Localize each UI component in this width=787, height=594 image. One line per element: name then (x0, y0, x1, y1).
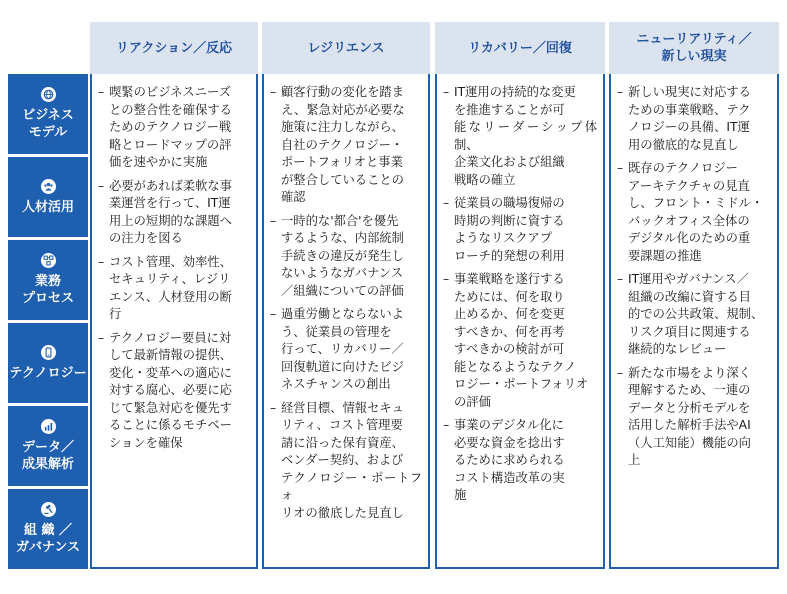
bullet-text: じて緊急対応を優先す (109, 400, 232, 415)
bullet-text: ポートフォリオと事業 (281, 155, 403, 169)
bullet-text: するような、内部統制 (281, 231, 404, 245)
bullet-text: ロジー・ポートフォリオ (454, 377, 589, 391)
bullet-text: 請に沿った保有資産、 (281, 435, 404, 450)
bullet-dash: – (443, 196, 450, 210)
bullet-text: が整合していることの (281, 172, 404, 187)
bullet-text: 理解するため、一連の (628, 383, 751, 397)
bullet-text: リスク項目に関連する (628, 324, 751, 339)
bullet-text: エンス、人材登用の断 (109, 289, 232, 304)
bullet-item (443, 417, 597, 505)
bullet-text: 一時的な'都合'を優先 (281, 213, 399, 228)
row-header-business-model (8, 74, 88, 154)
bullet-text: るために求められる (454, 453, 565, 467)
bullet-text: して最新情報の提供、 (109, 348, 232, 362)
column-body-reaction (90, 74, 258, 569)
bullet-text: 時期の判断に資する (454, 213, 565, 228)
bullet-text: IT運用やガバナンス／ (628, 272, 749, 286)
bullet-text: の注力を図る (109, 231, 183, 245)
bullet-item (270, 213, 422, 301)
bullet-text: ベンダー契約、および (281, 453, 404, 467)
row-header-line: データ／ (21, 440, 74, 455)
bullet-item (443, 271, 597, 411)
column-header-reaction (90, 22, 258, 74)
row-header-line: ガバナンス (16, 540, 80, 555)
column-header-recovery (435, 22, 605, 74)
bullet-text: 組織の改編に資する目 (628, 289, 751, 304)
bullet-text: 能なリーダーシップ体制、 (454, 120, 597, 152)
bullet-text: し、フロント・ミドル・ (628, 196, 764, 210)
bullet-item (617, 365, 771, 470)
row-header-talent (8, 157, 88, 237)
bullet-text: ションを確保 (109, 435, 183, 450)
bullet-text: 活用した解析手法やAI (628, 418, 751, 432)
bullet-text: う、従業員の管理を (281, 324, 392, 339)
bullet-text: ためには、何を取り (454, 289, 565, 304)
bullet-text: コスト構造改革の実 (454, 470, 565, 485)
bullet-item (98, 254, 250, 324)
bullet-text: ないようなガバナンス (281, 266, 403, 280)
bullet-text: 過重労働とならないよ (281, 307, 404, 321)
bullet-text: 用の徹底的な見直し (628, 137, 739, 152)
bullet-text: 喫緊のビジネスニーズ (109, 85, 231, 99)
bullet-text: ローチ的発想の利用 (454, 248, 565, 263)
bullet-text: リオの徹底した見直し (281, 505, 404, 520)
row-header-line: ビジネス (22, 108, 74, 123)
bullet-text: アーキテクチャの見直 (628, 178, 750, 193)
bullet-text: IT運用の持続的な変更 (454, 85, 576, 99)
bullet-text: セキュリティ、レジリ (109, 272, 231, 286)
row-header-business-process (8, 240, 88, 320)
bullet-text: 行 (109, 307, 122, 321)
row-header-technology (8, 323, 88, 403)
bullet-text: テクノロジー・ポートフォ (281, 470, 422, 502)
bullet-dash: – (270, 213, 277, 228)
globe-icon (41, 87, 56, 102)
bullet-item (270, 306, 422, 394)
column-header-resilience (262, 22, 430, 74)
bullet-text: ためのテクノロジー戦 (109, 120, 232, 134)
gavel-icon (41, 502, 56, 517)
bullet-text: 手続きの違反が発生し (281, 248, 404, 263)
bullet-text: テクノロジー要員に対 (109, 330, 232, 345)
bullet-text: 止めるか、何を変更 (454, 307, 565, 321)
column-header-line: リカバリー／回復 (468, 40, 572, 56)
bullet-text: の評価 (454, 394, 491, 409)
bullet-text: 上 (628, 453, 641, 467)
bullet-text: ／組織についての評価 (281, 283, 404, 298)
bullet-text: 事業戦略を遂行する (454, 272, 565, 286)
bullet-dash: – (270, 307, 277, 321)
bullet-item (443, 84, 597, 189)
row-header-line: 組 織 ／ (23, 523, 73, 538)
bullet-text: 用上の短期的な課題へ (109, 213, 232, 228)
bullet-text: 自社のテクノロジー・ (281, 137, 404, 152)
bullet-dash: – (98, 254, 105, 269)
bullet-text: 新たな市場をより深く (628, 365, 751, 380)
bullet-text: 変化・変革への適応に (109, 365, 232, 380)
bullet-text: 従業員の職場復帰の (454, 196, 565, 210)
bullet-item (98, 330, 250, 453)
bullet-item (617, 271, 771, 359)
bullet-item (98, 178, 250, 248)
bullet-text: すべきかの検討が可 (454, 342, 565, 356)
bullet-text: との整合性を確保する (109, 102, 232, 117)
row-header-governance (8, 489, 88, 569)
bullet-text: 確認 (281, 190, 306, 204)
bullet-dash: – (98, 330, 105, 345)
column-header-line: ニューリアリティ／ (636, 32, 752, 47)
bullet-dash: – (443, 418, 450, 432)
bullet-text: 要課題の推進 (628, 248, 702, 263)
bullet-dash: – (443, 85, 450, 99)
row-header-line: 成果解析 (21, 457, 74, 472)
bullet-text: 戦略の確立 (454, 172, 516, 187)
column-body-resilience (262, 74, 430, 569)
bullet-item (443, 195, 597, 265)
bullet-text: 既存のテクノロジー (628, 161, 738, 175)
bullet-text: 価を速やかに実施 (109, 155, 208, 169)
bullet-dash: – (270, 400, 277, 415)
bullet-text: ノロジーの具備、IT運 (628, 120, 750, 134)
bullet-text: ようなリスクアプ (454, 231, 553, 245)
row-header-line: 業務 (34, 274, 61, 289)
bullet-text: （人工知能）機能の向 (628, 435, 751, 450)
bullet-text: 行って、リカバリー／ (281, 342, 404, 356)
bullet-text: 略とロードマップの評 (109, 137, 232, 152)
bullet-text: え、緊急対応が必要な (281, 102, 405, 117)
bullet-item (617, 84, 771, 154)
bullet-dash: – (270, 85, 277, 99)
bullet-dash: – (98, 85, 105, 99)
row-header-line: 人材活用 (21, 199, 74, 215)
bullet-text: 継続的なレビュー (628, 342, 727, 356)
bullet-dash: – (617, 161, 624, 175)
row-header-data-analytics (8, 406, 88, 486)
bullet-text: 必要があれば柔軟な事 (109, 178, 232, 193)
bullet-text: 対する腐心、必要に応 (109, 383, 232, 397)
bullet-text: 的での公共政策、規制、 (628, 307, 764, 321)
bullet-text: 能となるようなテクノ (454, 359, 577, 374)
bullet-item (617, 160, 771, 265)
row-header-line: テクノロジー (9, 365, 87, 381)
bullet-text: リティ、コスト管理要 (281, 418, 403, 432)
bullet-text: 事業のデジタル化に (454, 418, 564, 432)
bullet-text: すべきか、何を再考 (454, 324, 565, 339)
bullet-text: 必要な資金を捻出す (454, 435, 565, 450)
bullet-text: 経営目標、情報セキュ (281, 400, 404, 415)
bullet-text: 施策に注力しながら、 (281, 120, 404, 134)
bullet-text: 回復軌道に向けたビジ (281, 359, 404, 374)
bullet-dash: – (98, 178, 105, 193)
row-header-line: プロセス (21, 291, 74, 306)
bullet-text: コスト管理、効率性、 (109, 254, 232, 269)
bullet-text: 業運営を行って、IT運 (109, 196, 231, 210)
bullet-item (270, 400, 422, 523)
people-icon (41, 179, 56, 194)
bullet-text: ネスチャンスの創出 (281, 377, 391, 391)
bullet-dash: – (617, 272, 624, 286)
column-header-line: リアクション／反応 (115, 40, 233, 56)
bullet-text: ることに係るモチベー (109, 418, 232, 432)
row-header-line: モデル (28, 125, 68, 140)
bullet-dash: – (443, 272, 450, 286)
bullet-text: 施 (454, 488, 467, 502)
bullet-text: を推進することが可 (454, 102, 565, 117)
bullet-text: デジタル化のための重 (628, 231, 751, 245)
bullet-text: 企業文化および組織 (454, 155, 565, 169)
bullet-text: バックオフィス全体の (628, 213, 750, 228)
bullet-item (98, 84, 250, 172)
chart-icon (41, 419, 56, 434)
column-header-line: レジリエンス (307, 40, 385, 56)
column-body-new-reality (609, 74, 779, 569)
column-header-line: 新しい現実 (661, 49, 727, 64)
bullet-dash: – (617, 85, 624, 99)
column-header-new-reality (609, 22, 779, 74)
bullet-item (270, 84, 422, 207)
column-body-recovery (435, 74, 605, 569)
process-icon (41, 253, 56, 268)
bullet-text: データと分析モデルを (628, 400, 751, 415)
bullet-text: 顧客行動の変化を踏ま (281, 85, 404, 99)
bullet-text: 新しい現実に対応する (628, 85, 751, 99)
bullet-text: ための事業戦略、テク (628, 102, 751, 117)
bullet-dash: – (617, 365, 624, 380)
device-icon (41, 345, 56, 360)
